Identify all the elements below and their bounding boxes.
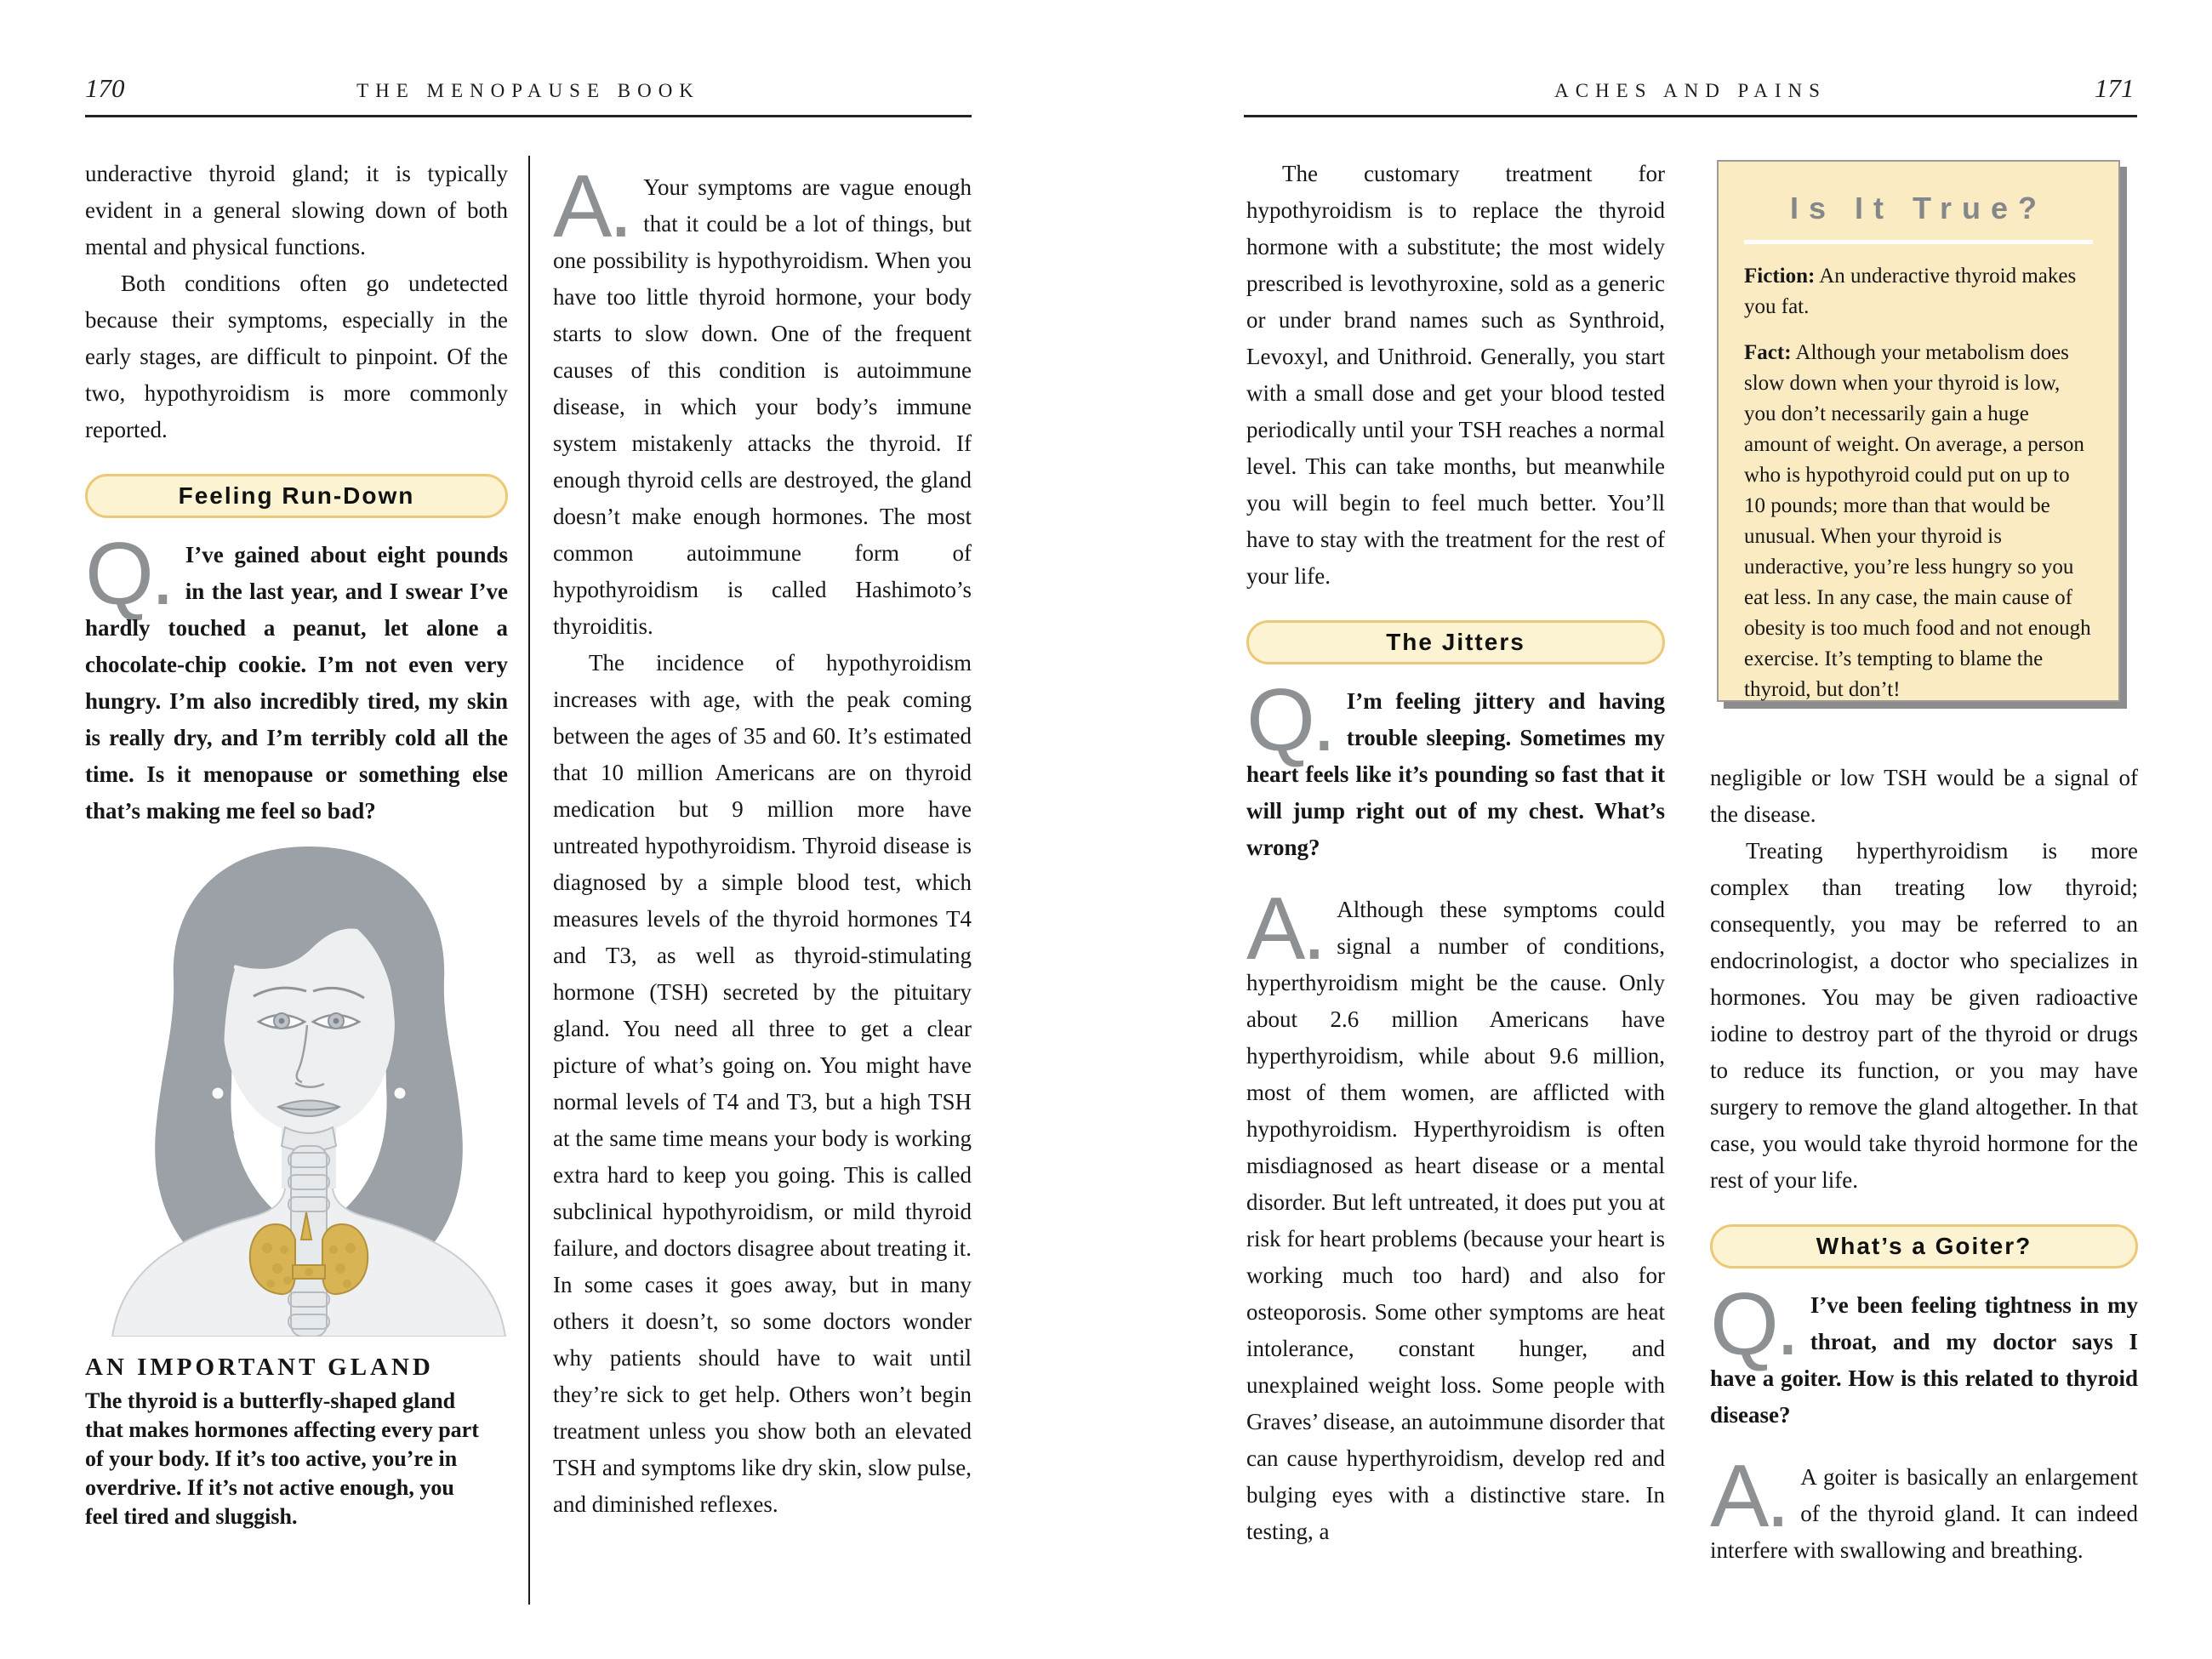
section-pill-the-jitters: The Jitters xyxy=(1246,620,1665,664)
right-page-number: 171 xyxy=(2095,73,2135,103)
paragraph: The customary treatment for hypothyroidism is to replace the thyroid hormone with a substitute; the most widely prescribed is levothyroxine, sold as a generic or under brand names such as Synthroid, Levoxyl, and Unithroid. Generally, you start with a small dose and get your blood tested periodically until your TSH reaches a normal level. This can take months, but meanwhile you will begin to feel much better. You’ll have to stay with the treatment for the rest of your life. xyxy=(1246,161,1665,589)
section-pill-feeling-run-down: Feeling Run-Down xyxy=(85,474,508,518)
paragraph: Both conditions often go undetected because their symptoms, especially in the early stages, are difficult to pinpoint. Of the two, hypothyroidism is more commonly reported. xyxy=(85,271,508,442)
sidebar-fact xyxy=(1744,338,2093,705)
left-running-head: THE MENOPAUSE BOOK xyxy=(356,80,700,101)
fact-text: Although your metabolism does slow down when your thyroid is low, you don’t necessarily gain a huge amount of weight. On average, a person who is hypothyroid could put on up to 10 pounds; more than that would be unusual. When your thyroid is underactive, you’re less hungry so you eat less. In any case, the main cause of obesity is too much food and not enough exercise. It’s tempting to blame the thyroid, but don’t! xyxy=(1744,341,2091,701)
question-text: I’ve gained about eight pounds in the last year, and I swear I’ve hardly touched a peanut, let alone a chocolate-chip cookie. I’m not even very hungry. I’m also incredibly tired, my skin is really dry, and I’m terribly cold all the time. Is it menopause or something else that’s making me feel so bad? xyxy=(85,542,508,824)
right-earring xyxy=(394,1087,407,1100)
question-text: I’m feeling jittery and having trouble sleeping. Sometimes my heart feels like it’s pounding so fast that it will jump right out of my chest. What’s wrong? xyxy=(1246,688,1665,860)
answer-drop-cap: A. xyxy=(1246,880,1324,978)
section-pill-whats-a-goiter: What’s a Goiter? xyxy=(1710,1224,2138,1268)
figure-caption-title: AN IMPORTANT GLAND xyxy=(85,1354,434,1381)
left-header-rule xyxy=(85,115,972,117)
fiction-text: An underactive thyroid makes you fat. xyxy=(1744,265,2077,318)
sidebar-title: Is It True? xyxy=(1789,191,2048,225)
question-text: I’ve been feeling tightness in my throat, and my doctor says I have a goiter. How is this related to thyroid disease? xyxy=(1710,1292,2138,1428)
left-col-1 xyxy=(85,156,508,1531)
answer-drop-cap: A. xyxy=(553,157,630,256)
question-drop-cap: Q. xyxy=(1246,671,1333,770)
sidebar-title-rule xyxy=(1744,240,2093,244)
answer-drop-cap: A. xyxy=(1710,1447,1787,1546)
woman-thyroid-illustration xyxy=(109,841,509,1337)
paragraph: Treating hyperthyroidism is more complex than treating low thyroid; consequently, you may be referred to an endocrinologist, a doctor who specializes in hormones. You may be given radioactive iodine to destroy part of the thyroid or drugs to reduce its function, or you may have surgery to remove the gland altogether. In that case, you would take thyroid hormone for the rest of your life. xyxy=(1710,838,2138,1193)
answer-text: Although these symptoms could signal a number of conditions, hyperthyroidism might be the cause. Only about 2.6 million Americans have hyperthyroidism, while about 9.6 million, most of them women, are afflicted with hypothyroidism. Hyperthyroidism is often misdiagnosed as heart disease or a mental disorder. But left untreated, it does put you at risk for heart problems (because your heart is working much too hard) and also for osteoporosis. Some other symptoms are heat intolerance, constant hunger, and unexplained weight loss. Some people with Graves’ disease, an autoimmune disorder that can cause hyperthyroidism, develop red and bulging eyes with a distinctive stare. In testing, a xyxy=(1246,897,1665,1544)
question-drop-cap: Q. xyxy=(85,525,172,624)
right-header-rule xyxy=(1244,115,2137,117)
question-block xyxy=(1710,1275,2138,1434)
right-col-2 xyxy=(1710,760,2138,1569)
right-pupil xyxy=(334,1018,339,1024)
question-block xyxy=(1246,671,1665,866)
answer-block xyxy=(553,157,972,645)
fact-label: Fact: xyxy=(1744,341,1792,364)
left-col-2 xyxy=(553,156,972,1523)
answer-text: A goiter is basically an enlargement of the thyroid gland. It can indeed interfere with swallowing and breathing. xyxy=(1710,1464,2138,1563)
question-block xyxy=(85,525,508,830)
answer-block xyxy=(1246,880,1665,1550)
paragraph: The incidence of hypothyroidism increases with age, with the peak coming between the ages of 35 and 60. It’s estimated that 10 million Americans are on thyroid medication but 9 million more have untreated hypothyroidism. Thyroid disease is diagnosed by a simple blood test, which measures levels of the thyroid hormones T4 and T3, as well as thyroid-stimulating hormone (TSH) secreted by the pituitary gland. You need all three to get a clear picture of what’s going on. You might have normal levels of T4 and T3, but a high TSH at the same time means your body is working extra hard to keep you going. This is called subclinical hypothyroidism, or mild thyroid failure, and doctors disagree about treating it. In some cases it goes away, but in many others it doesn’t, so some doctors wonder why patients should have to wait until they’re sick to get help. Others won’t begin treatment unless you show both an elevated TSH and symptoms like dry skin, slow pulse, and diminished reflexes. xyxy=(553,650,972,1517)
left-pupil xyxy=(279,1018,285,1024)
answer-block xyxy=(1710,1447,2138,1569)
right-col-1 xyxy=(1246,156,1665,1550)
left-earring xyxy=(212,1087,225,1100)
paragraph: underactive thyroid gland; it is typically evident in a general slowing down of both mental and physical functions. xyxy=(85,161,508,259)
figure-caption-text: The thyroid is a butterfly-shaped gland that makes hormones affecting every part of your body. If it’s too active, you’re in overdrive. If it’s not active enough, you feel tired and sluggish. xyxy=(85,1388,479,1529)
right-running-head: ACHES AND PAINS xyxy=(1554,80,1827,101)
fiction-label: Fiction: xyxy=(1744,265,1816,288)
sidebar-fiction xyxy=(1744,261,2093,322)
answer-text: Your symptoms are vague enough that it could be a lot of things, but one possibility is hypothyroidism. When you have too little thyroid hormone, your body starts to slow down. One of the frequent causes of this condition is autoimmune disease, in which your body’s immune system mistakenly attacks the thyroid. If enough thyroid cells are destroyed, the gland doesn’t make enough hormones. The most common autoimmune form of hypothyroidism is called Hashimoto’s thyroiditis. xyxy=(553,174,972,639)
question-drop-cap: Q. xyxy=(1710,1275,1797,1374)
paragraph: negligible or low TSH would be a signal of the disease. xyxy=(1710,765,2138,827)
left-page-number: 170 xyxy=(85,73,125,103)
left-page-column-divider xyxy=(528,156,530,1605)
is-it-true-sidebar xyxy=(1717,160,2120,702)
